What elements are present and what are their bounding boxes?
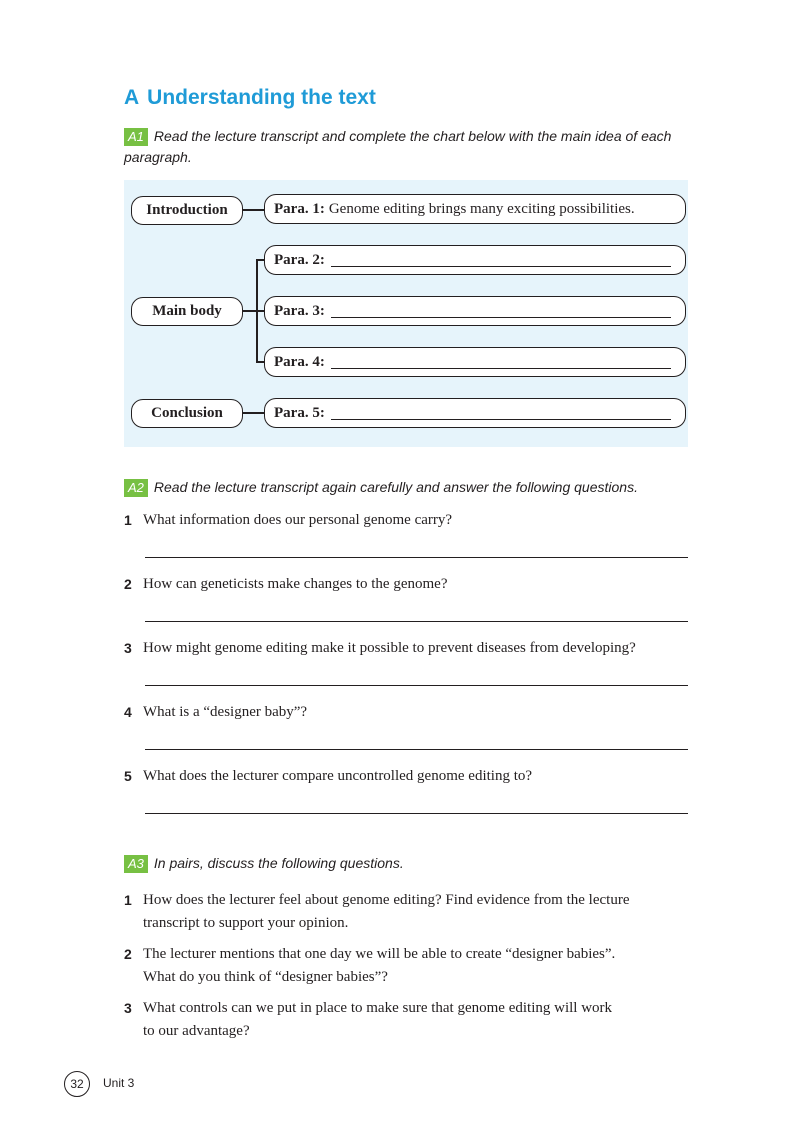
para-3-label: Para. 3:: [274, 302, 325, 319]
introduction-box: Introduction: [131, 196, 243, 225]
a2-question-number: 3: [124, 640, 132, 656]
a3-question-line1: The lecturer mentions that one day we will be able to create “designer babies”.: [143, 946, 616, 962]
a2-question-1: [124, 509, 704, 532]
a2-question-number: 4: [124, 704, 132, 720]
a2-question-4: [124, 701, 704, 724]
para-5-box: [264, 398, 686, 428]
a2-question-number: 1: [124, 512, 132, 528]
a3-question-2: [124, 943, 704, 989]
para-3-box: [264, 296, 686, 326]
para-5-blank[interactable]: [331, 407, 671, 420]
a3-question-line2: transcript to support your opinion.: [143, 915, 349, 931]
a3-instruction: [124, 853, 404, 874]
a3-question-number: 3: [124, 1000, 132, 1016]
main-body-box: Main body: [131, 297, 243, 326]
para-3-blank[interactable]: [331, 305, 671, 318]
a2-question-text: What information does our personal genome carry?: [143, 512, 453, 528]
para-2-label: Para. 2:: [274, 251, 325, 268]
a3-question-line2: What do you think of “designer babies”?: [143, 969, 388, 985]
a3-question-3: [124, 997, 704, 1043]
para-4-blank[interactable]: [331, 356, 671, 369]
a2-question-number: 2: [124, 576, 132, 592]
para-4-box: [264, 347, 686, 377]
answer-line-5[interactable]: [145, 813, 688, 814]
section-letter: A: [124, 86, 140, 109]
connector-conclusion: [242, 412, 264, 414]
a2-instruction: [124, 477, 638, 498]
para-1-label: Para. 1:: [274, 200, 325, 217]
connector-para3: [256, 310, 264, 312]
para-1-text: Genome editing brings many exciting possibilities.: [328, 200, 635, 217]
para-2-box: [264, 245, 686, 275]
connector-main: [243, 310, 256, 312]
para-1-box: [264, 194, 686, 224]
a3-question-line1: What controls can we put in place to make sure that genome editing will work: [143, 1000, 613, 1016]
a2-question-2: [124, 573, 704, 596]
a2-question-3: [124, 637, 704, 660]
a2-question-number: 5: [124, 768, 132, 784]
a3-question-line1: How does the lecturer feel about genome editing? Find evidence from the lecture: [143, 892, 630, 908]
a1-instruction-line2: paragraph.: [124, 149, 192, 165]
answer-line-3[interactable]: [145, 685, 688, 686]
a3-instruction-text: In pairs, discuss the following questions.: [153, 855, 404, 871]
a1-badge: A1: [124, 128, 148, 146]
connector-para4: [256, 361, 264, 363]
answer-line-1[interactable]: [145, 557, 688, 558]
a2-badge: A2: [124, 479, 148, 497]
a3-question-number: 2: [124, 946, 132, 962]
a3-question-line2: to our advantage?: [143, 1023, 250, 1039]
a2-instruction-text: Read the lecture transcript again carefully and answer the following questions.: [153, 479, 638, 495]
a3-badge: A3: [124, 855, 148, 873]
connector-intro: [242, 209, 264, 211]
para-2-blank[interactable]: [331, 254, 671, 267]
unit-label: Unit 3: [103, 1076, 135, 1090]
para-5-label: Para. 5:: [274, 404, 325, 421]
para-4-label: Para. 4:: [274, 353, 325, 370]
a1-instruction-line1: Read the lecture transcript and complete the chart below with the main idea of each: [153, 128, 672, 144]
answer-line-4[interactable]: [145, 749, 688, 750]
a2-question-text: What does the lecturer compare uncontrolled genome editing to?: [143, 768, 533, 784]
a3-question-number: 1: [124, 892, 132, 908]
connector-para2: [256, 259, 264, 261]
a2-question-5: [124, 765, 704, 788]
page-number: 32: [64, 1071, 90, 1097]
section-title-text: Understanding the text: [147, 86, 376, 109]
a3-question-1: [124, 889, 704, 935]
section-title: [124, 86, 376, 110]
a2-question-text: How might genome editing make it possible to prevent diseases from developing?: [143, 640, 636, 656]
conclusion-box: Conclusion: [131, 399, 243, 428]
a2-question-text: What is a “designer baby”?: [143, 704, 308, 720]
a1-instruction: [124, 126, 671, 147]
a2-question-text: How can geneticists make changes to the genome?: [143, 576, 448, 592]
answer-line-2[interactable]: [145, 621, 688, 622]
